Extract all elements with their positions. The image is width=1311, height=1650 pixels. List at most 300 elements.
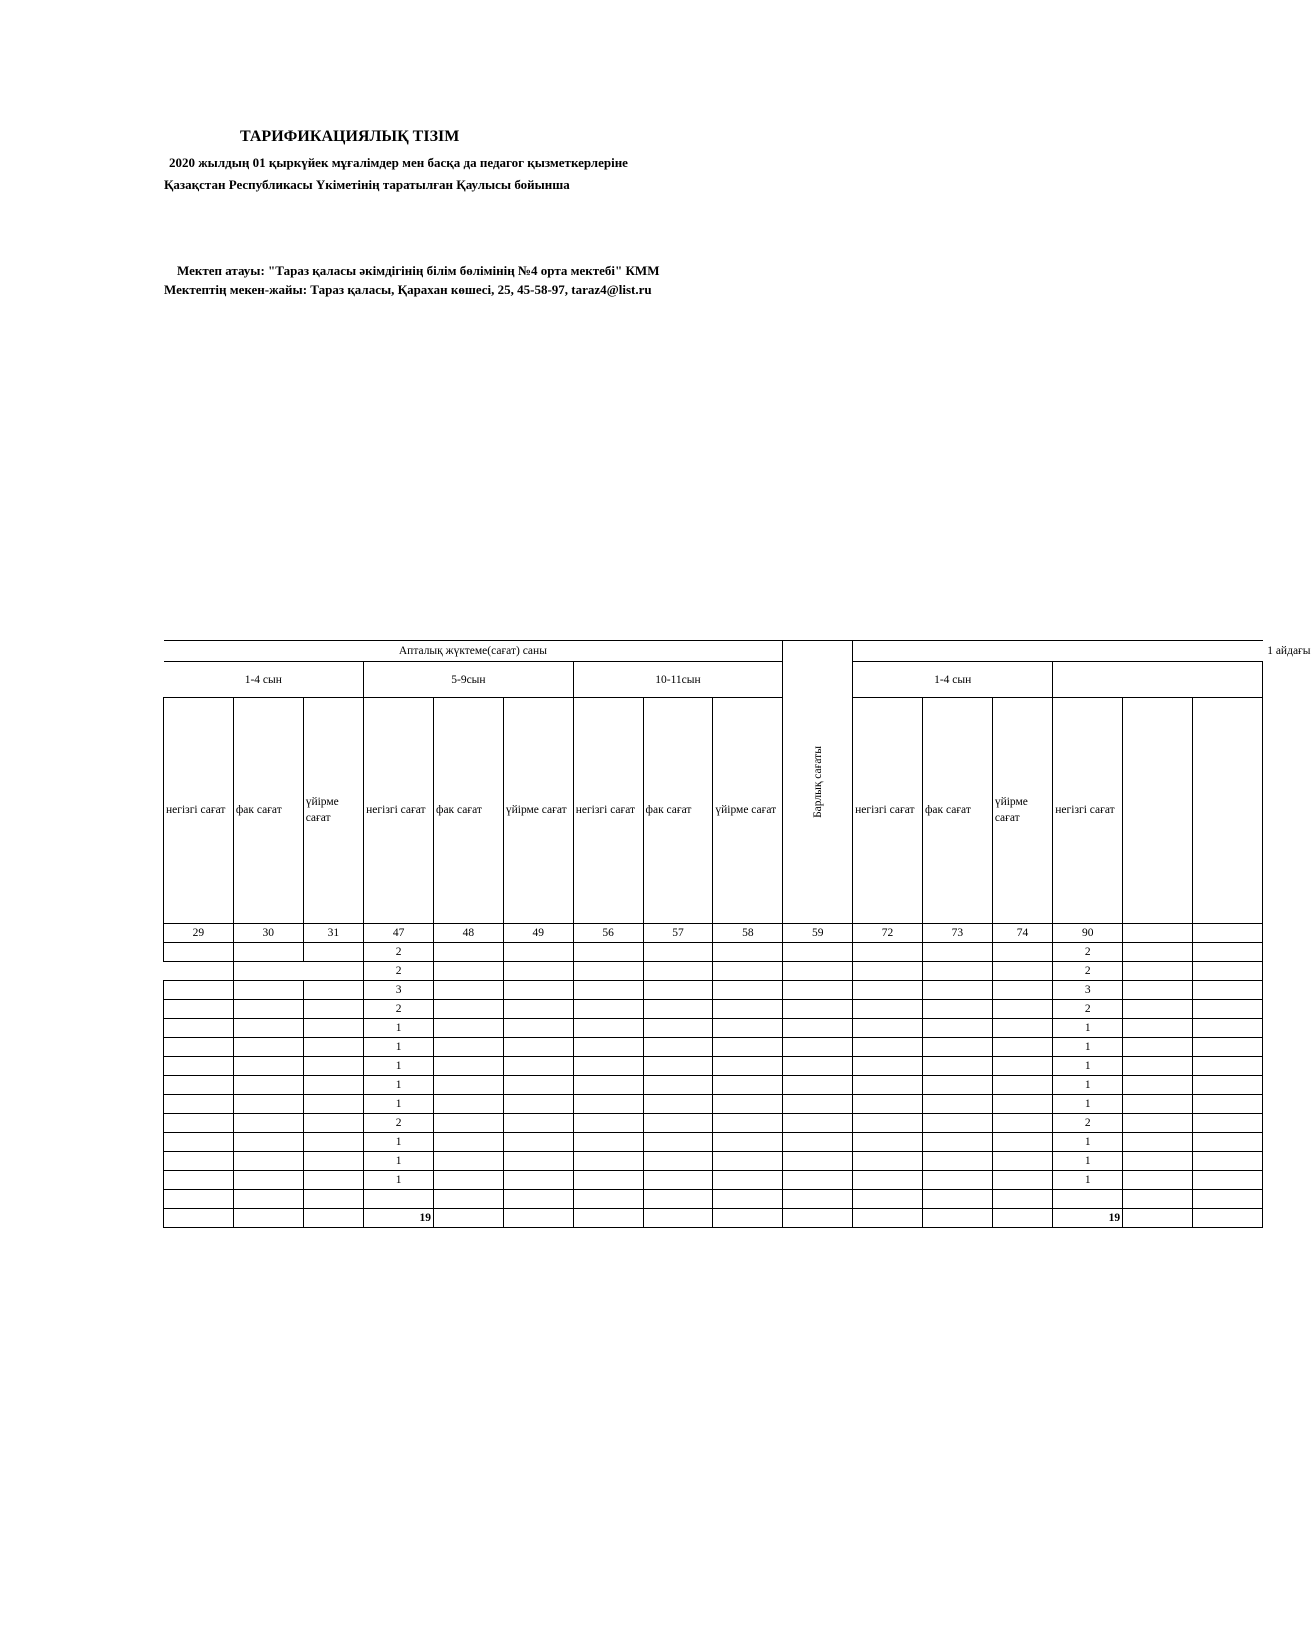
table-cell	[503, 1133, 573, 1152]
table-cell	[573, 1076, 643, 1095]
table-cell: 47	[364, 924, 434, 943]
table-cell	[992, 1038, 1052, 1057]
table-cell	[643, 1000, 713, 1019]
group-monthly-next	[1053, 662, 1263, 697]
table-cell	[713, 1038, 783, 1057]
table-cell: 2	[364, 1114, 434, 1133]
table-cell	[853, 1038, 923, 1057]
table-cell	[713, 1171, 783, 1190]
table-cell	[1192, 962, 1262, 981]
table-cell	[233, 962, 303, 981]
table-cell	[303, 1095, 363, 1114]
table-cell	[1123, 981, 1193, 1000]
total-cell	[643, 1209, 713, 1228]
table-cell	[922, 943, 992, 962]
table-cell	[643, 1095, 713, 1114]
table-cell	[922, 962, 992, 981]
table-cell	[713, 1114, 783, 1133]
table-row	[164, 1095, 1263, 1114]
table-cell	[1192, 1038, 1262, 1057]
table-cell	[1192, 1057, 1262, 1076]
table-cell	[233, 1190, 303, 1209]
table-cell	[713, 1190, 783, 1209]
table-cell: 2	[364, 1000, 434, 1019]
sub-club-hours: үйірме сағат	[992, 697, 1052, 923]
table-cell	[922, 1000, 992, 1019]
table-cell	[922, 1076, 992, 1095]
table-cell: 1	[1053, 1038, 1123, 1057]
table-cell	[164, 1190, 234, 1209]
table-cell	[1192, 1152, 1262, 1171]
table-row	[164, 1133, 1263, 1152]
table-cell	[922, 1057, 992, 1076]
subtitle-date-line: 2020 жылдың 01 қыркүйек мұғалімдер мен басқа да педагог қызметкерлеріне	[169, 155, 628, 170]
table-cell	[1123, 1152, 1193, 1171]
weekly-load-header: Апталық жүктеме(сағат) саны	[164, 641, 783, 662]
table-cell	[1192, 1114, 1262, 1133]
table-cell	[853, 1133, 923, 1152]
total-cell: 19	[364, 1209, 434, 1228]
table-cell	[303, 1171, 363, 1190]
table-cell: 1	[364, 1076, 434, 1095]
table-cell	[434, 1000, 504, 1019]
table-cell	[643, 1152, 713, 1171]
table-cell	[783, 1152, 853, 1171]
table-cell	[434, 1076, 504, 1095]
table-cell	[713, 1095, 783, 1114]
total-cell	[713, 1209, 783, 1228]
table-row	[164, 1057, 1263, 1076]
table-cell	[1123, 1038, 1193, 1057]
table-cell	[573, 962, 643, 981]
table-cell: 72	[853, 924, 923, 943]
table-cell	[643, 1114, 713, 1133]
table-cell	[503, 1114, 573, 1133]
table-cell	[573, 1095, 643, 1114]
table-cell	[164, 943, 234, 962]
table-cell	[713, 962, 783, 981]
table-cell	[643, 1190, 713, 1209]
table-cell	[573, 1190, 643, 1209]
table-cell	[303, 981, 363, 1000]
table-cell: 1	[364, 1152, 434, 1171]
table-cell	[713, 943, 783, 962]
table-cell	[853, 1114, 923, 1133]
subtitle-resolution-line: Қазақстан Республикасы Үкіметінің таратылған Қаулысы бойынша	[164, 177, 570, 192]
table-cell	[922, 1133, 992, 1152]
table-cell	[992, 981, 1052, 1000]
table-cell: 29	[164, 924, 234, 943]
table-cell	[164, 962, 234, 981]
table-cell	[783, 1019, 853, 1038]
table-cell	[503, 1095, 573, 1114]
group-grades-5-9: 5-9сын	[364, 662, 574, 697]
table-cell	[1192, 1000, 1262, 1019]
total-cell	[503, 1209, 573, 1228]
table-cell	[1192, 1095, 1262, 1114]
table-cell: 1	[364, 1057, 434, 1076]
table-cell	[1192, 1133, 1262, 1152]
table-cell	[853, 1095, 923, 1114]
table-cell	[922, 1152, 992, 1171]
table-cell	[992, 1190, 1052, 1209]
monthly-header	[853, 641, 1311, 662]
school-address: Мектептің мекен-жайы: Тараз қаласы, Қарахан көшесі, 25, 45-58-97, taraz4@list.ru	[164, 282, 652, 297]
table-cell	[434, 1171, 504, 1190]
table-cell	[992, 1114, 1052, 1133]
table-cell	[233, 1057, 303, 1076]
table-cell: 48	[434, 924, 504, 943]
table-cell	[303, 1057, 363, 1076]
table-cell	[503, 1057, 573, 1076]
header-row-groups	[164, 662, 1263, 697]
sub-club-hours: үйірме сағат	[503, 697, 573, 923]
table-cell	[573, 1114, 643, 1133]
table-cell	[853, 1171, 923, 1190]
table-cell	[164, 981, 234, 1000]
table-cell	[233, 1133, 303, 1152]
table-cell	[1123, 962, 1193, 981]
table-cell	[643, 962, 713, 981]
total-cell	[233, 1209, 303, 1228]
table-row	[164, 1190, 1263, 1209]
table-cell	[713, 1057, 783, 1076]
table-cell	[713, 981, 783, 1000]
group-monthly-grades-1-4: 1-4 сын	[853, 662, 1053, 697]
table-cell	[1123, 1095, 1193, 1114]
monthly-header-label: 1 айдағы	[1267, 645, 1311, 658]
table-cell	[853, 1076, 923, 1095]
table-cell	[233, 943, 303, 962]
total-cell	[434, 1209, 504, 1228]
table-cell	[164, 1038, 234, 1057]
table-cell	[922, 1019, 992, 1038]
table-cell	[1192, 1209, 1262, 1228]
table-cell	[233, 1076, 303, 1095]
table-cell	[1123, 1133, 1193, 1152]
table-cell	[434, 1133, 504, 1152]
table-cell	[783, 962, 853, 981]
table-cell	[303, 1152, 363, 1171]
table-cell	[434, 1095, 504, 1114]
table-cell: 1	[1053, 1076, 1123, 1095]
table-cell	[992, 1133, 1052, 1152]
table-cell	[503, 943, 573, 962]
table-cell	[573, 981, 643, 1000]
table-cell: 2	[1053, 962, 1123, 981]
table-cell	[783, 1171, 853, 1190]
table-row	[164, 1038, 1263, 1057]
table-cell	[573, 1133, 643, 1152]
table-cell	[434, 1190, 504, 1209]
table-cell	[643, 1133, 713, 1152]
table-cell	[303, 962, 363, 981]
table-cell	[503, 1019, 573, 1038]
total-cell	[853, 1209, 923, 1228]
table-cell	[853, 1019, 923, 1038]
table-cell	[503, 1190, 573, 1209]
table-cell	[783, 1057, 853, 1076]
table-cell	[783, 1133, 853, 1152]
tariff-table-wrapper	[163, 640, 1311, 1224]
table-cell	[303, 1190, 363, 1209]
table-cell	[922, 1095, 992, 1114]
table-cell	[922, 981, 992, 1000]
table-cell	[992, 1019, 1052, 1038]
table-cell: 73	[922, 924, 992, 943]
table-cell	[1123, 1076, 1193, 1095]
table-cell: 1	[1053, 1095, 1123, 1114]
table-cell	[922, 1171, 992, 1190]
table-cell	[1192, 943, 1262, 962]
table-cell	[303, 1019, 363, 1038]
table-cell	[434, 943, 504, 962]
header-row-subcolumns	[164, 697, 1263, 923]
table-cell	[1123, 1000, 1193, 1019]
table-cell	[783, 1095, 853, 1114]
table-cell	[573, 1171, 643, 1190]
sub-fact-hours: фак сағат	[643, 697, 713, 923]
table-cell: 58	[713, 924, 783, 943]
table-cell	[573, 1057, 643, 1076]
table-cell	[434, 962, 504, 981]
totals-row	[164, 1209, 1263, 1228]
table-row	[164, 1000, 1263, 1019]
table-cell	[783, 1190, 853, 1209]
table-cell	[853, 1152, 923, 1171]
table-cell: 1	[364, 1133, 434, 1152]
table-cell	[164, 1133, 234, 1152]
table-cell	[164, 1019, 234, 1038]
table-cell	[364, 1190, 434, 1209]
table-cell	[643, 1038, 713, 1057]
table-cell	[1123, 924, 1193, 943]
sub-main-hours: негізгі сағат	[853, 697, 923, 923]
table-row	[164, 962, 1263, 981]
total-cell	[573, 1209, 643, 1228]
table-cell: 2	[364, 943, 434, 962]
table-cell	[164, 1000, 234, 1019]
table-row	[164, 1114, 1263, 1133]
table-cell: 30	[233, 924, 303, 943]
table-cell	[783, 1038, 853, 1057]
table-cell	[643, 1057, 713, 1076]
table-cell	[992, 1095, 1052, 1114]
table-cell	[1192, 1076, 1262, 1095]
table-cell	[713, 1076, 783, 1095]
table-cell	[233, 1000, 303, 1019]
table-cell	[573, 1000, 643, 1019]
table-cell	[233, 1152, 303, 1171]
table-cell	[643, 1171, 713, 1190]
table-cell	[573, 1019, 643, 1038]
table-cell	[1192, 1171, 1262, 1190]
table-row	[164, 1171, 1263, 1190]
table-cell	[434, 1038, 504, 1057]
table-cell	[922, 1190, 992, 1209]
table-cell	[434, 1152, 504, 1171]
table-cell	[853, 943, 923, 962]
total-cell	[164, 1209, 234, 1228]
table-cell	[1123, 1019, 1193, 1038]
table-cell: 2	[1053, 1114, 1123, 1133]
table-cell	[992, 1057, 1052, 1076]
table-cell	[992, 1171, 1052, 1190]
table-cell	[164, 1076, 234, 1095]
table-cell	[573, 1152, 643, 1171]
header-row-top	[164, 641, 1263, 662]
table-cell	[643, 1076, 713, 1095]
table-cell	[713, 1019, 783, 1038]
group-grades-1-4: 1-4 сын	[164, 662, 364, 697]
table-cell	[503, 1038, 573, 1057]
table-cell	[643, 981, 713, 1000]
table-cell: 56	[573, 924, 643, 943]
table-row	[164, 1152, 1263, 1171]
table-cell	[1192, 1190, 1262, 1209]
sub-extra	[1123, 697, 1193, 923]
total-hours-label: Барлық сағаты	[811, 746, 824, 818]
table-cell	[713, 1133, 783, 1152]
table-cell	[303, 1076, 363, 1095]
table-cell	[992, 1000, 1052, 1019]
table-cell	[853, 1000, 923, 1019]
table-cell	[164, 1152, 234, 1171]
table-cell	[233, 1038, 303, 1057]
table-cell	[303, 1038, 363, 1057]
table-cell	[434, 1057, 504, 1076]
table-cell	[503, 1171, 573, 1190]
table-cell	[853, 981, 923, 1000]
table-cell	[164, 1057, 234, 1076]
table-cell	[1192, 924, 1262, 943]
table-cell	[992, 943, 1052, 962]
table-cell	[164, 1171, 234, 1190]
table-cell	[922, 1114, 992, 1133]
total-cell	[922, 1209, 992, 1228]
sub-main-hours: негізгі сағат	[164, 697, 234, 923]
sub-club-hours: үйірме сағат	[713, 697, 783, 923]
table-cell	[783, 981, 853, 1000]
table-cell: 31	[303, 924, 363, 943]
table-cell	[503, 962, 573, 981]
table-cell	[783, 1114, 853, 1133]
group-grades-10-11: 10-11сын	[573, 662, 783, 697]
table-cell: 2	[1053, 943, 1123, 962]
tariff-table	[163, 640, 1311, 1228]
table-cell: 90	[1053, 924, 1123, 943]
table-cell: 1	[364, 1171, 434, 1190]
table-cell	[434, 1019, 504, 1038]
table-cell	[643, 943, 713, 962]
table-cell	[853, 1057, 923, 1076]
table-cell	[992, 1076, 1052, 1095]
table-cell: 2	[1053, 1000, 1123, 1019]
total-cell	[992, 1209, 1052, 1228]
table-cell: 1	[1053, 1133, 1123, 1152]
table-cell: 3	[364, 981, 434, 1000]
total-cell	[303, 1209, 363, 1228]
sub-main-hours: негізгі сағат	[364, 697, 434, 923]
table-cell	[503, 981, 573, 1000]
table-row	[164, 1019, 1263, 1038]
sub-fact-hours: фак сағат	[233, 697, 303, 923]
table-cell: 3	[1053, 981, 1123, 1000]
table-row	[164, 981, 1263, 1000]
table-cell	[713, 1000, 783, 1019]
table-cell: 74	[992, 924, 1052, 943]
table-cell	[1123, 1171, 1193, 1190]
table-cell	[1123, 1190, 1193, 1209]
sub-main-hours: негізгі сағат	[573, 697, 643, 923]
table-cell	[233, 1114, 303, 1133]
table-cell	[783, 943, 853, 962]
table-cell	[922, 1038, 992, 1057]
table-cell: 59	[783, 924, 853, 943]
table-cell	[713, 1152, 783, 1171]
table-cell	[1192, 1019, 1262, 1038]
sub-fact-hours: фак сағат	[434, 697, 504, 923]
table-cell	[503, 1076, 573, 1095]
table-cell	[573, 1038, 643, 1057]
table-cell	[303, 1133, 363, 1152]
table-cell: 49	[503, 924, 573, 943]
table-row	[164, 1076, 1263, 1095]
table-cell	[853, 1190, 923, 1209]
table-cell: 1	[1053, 1171, 1123, 1190]
sub-club-hours: үйірме сағат	[303, 697, 363, 923]
table-cell	[1123, 1114, 1193, 1133]
table-cell: 57	[643, 924, 713, 943]
table-cell	[303, 1000, 363, 1019]
total-cell	[783, 1209, 853, 1228]
table-cell	[1053, 1190, 1123, 1209]
table-cell	[233, 981, 303, 1000]
table-cell	[303, 943, 363, 962]
table-cell	[992, 1152, 1052, 1171]
table-cell	[1123, 943, 1193, 962]
table-cell	[853, 962, 923, 981]
table-cell	[503, 1152, 573, 1171]
table-cell	[233, 1019, 303, 1038]
table-cell	[783, 1000, 853, 1019]
table-cell: 1	[364, 1019, 434, 1038]
table-cell	[1123, 1057, 1193, 1076]
table-cell	[992, 962, 1052, 981]
table-cell	[164, 1114, 234, 1133]
table-cell: 1	[1053, 1152, 1123, 1171]
table-cell	[303, 1114, 363, 1133]
total-cell: 19	[1053, 1209, 1123, 1228]
table-cell	[503, 1000, 573, 1019]
table-cell	[434, 1114, 504, 1133]
table-cell	[783, 1076, 853, 1095]
column-number-row	[164, 924, 1263, 943]
table-cell: 1	[1053, 1057, 1123, 1076]
sub-extra	[1192, 697, 1262, 923]
table-cell	[643, 1019, 713, 1038]
table-cell	[164, 1095, 234, 1114]
table-cell	[233, 1095, 303, 1114]
table-cell: 1	[364, 1038, 434, 1057]
sub-main-hours: негізгі сағат	[1053, 697, 1123, 923]
table-cell	[434, 981, 504, 1000]
sub-fact-hours: фак сағат	[922, 697, 992, 923]
document-title: ТАРИФИКАЦИЯЛЫҚ ТІЗІМ	[240, 128, 460, 145]
table-cell: 2	[364, 962, 434, 981]
table-cell: 1	[364, 1095, 434, 1114]
total-hours-header	[783, 641, 853, 924]
